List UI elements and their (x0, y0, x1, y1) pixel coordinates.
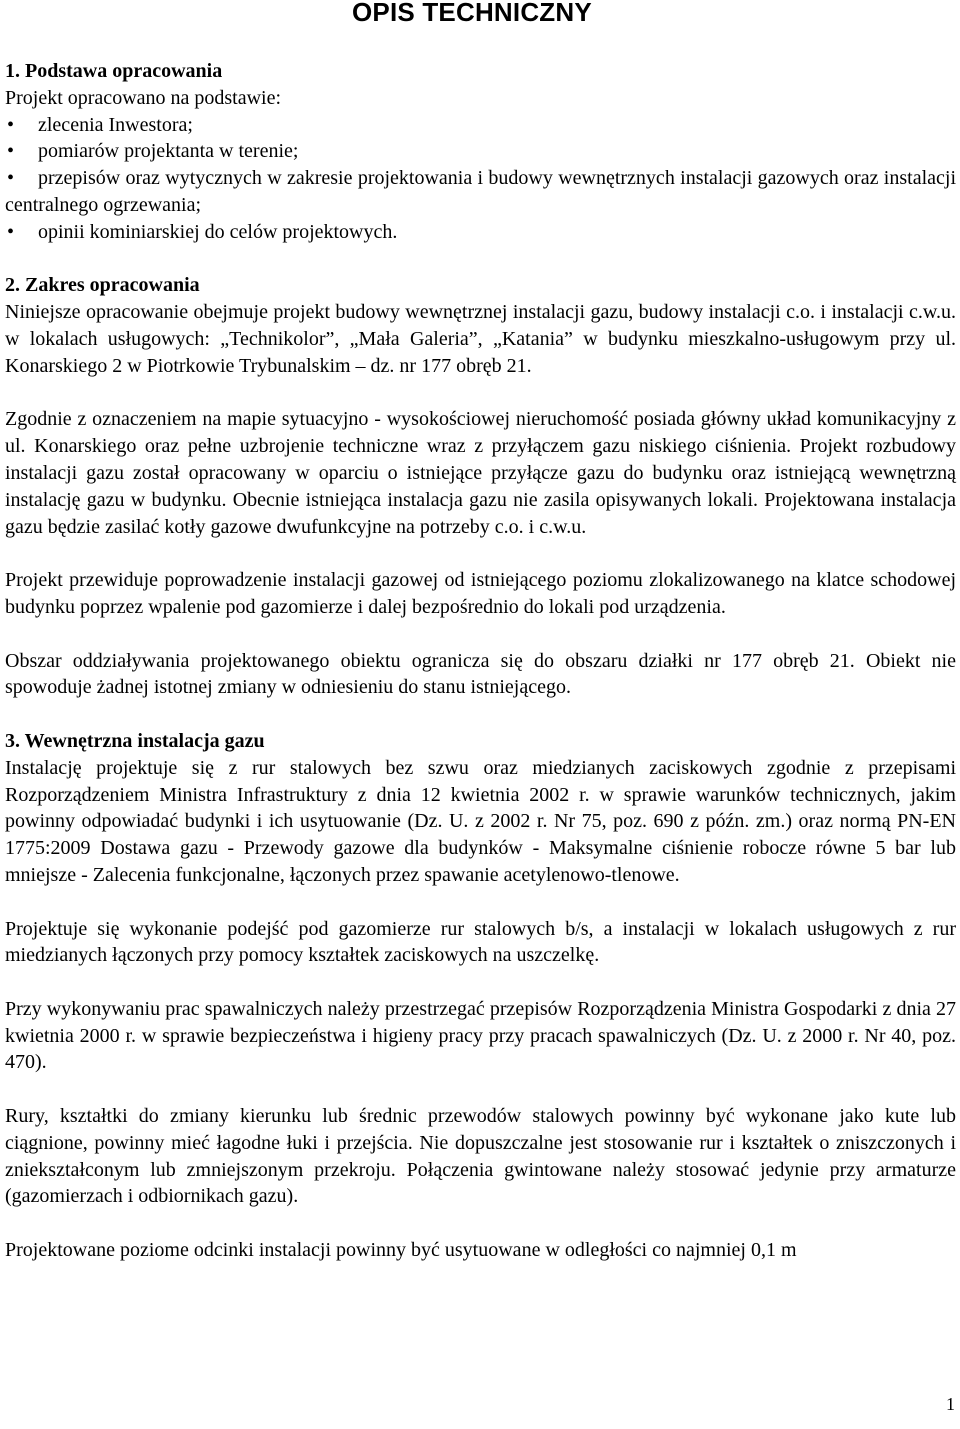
section-2-paragraph-2: Zgodnie z oznaczeniem na mapie sytuacyjno - wysokościowej nieruchomość posiada główny układ komunikacyjny z ul. Konarskiego oraz pełne uzbrojenie techniczne wraz z przyłączem gazu niskiego ciśnienia. Projekt rozbudowy instalacji gazu został opracowany w oparciu o istniejące przyłącze gazu do budynku oraz istniejącą wewnętrzną instalację gazu w budynku. Obecnie istniejąca instalacja gazu nie zasila opisywanych lokali. Projektowana instalacja gazu będzie zasilać kotły gazowe dwufunkcyjne na potrzeby c.o. i c.w.u. (5, 408, 956, 538)
list-item (5, 138, 956, 165)
bullet-icon: • (7, 220, 15, 243)
section-3-paragraph-4: Rury, kształtki do zmiany kierunku lub średnic przewodów stalowych powinny być wykonane jako kute lub ciągnione, powinny mieć łagodne łuki i przejścia. Nie dopuszczalne jest stosowanie rur i kształtek o zniszczonych i zniekształconym lub zmniejszonym przekroju. Połączenia gwintowane należy stosować jedynie przy armaturze (gazomierzach i odbiornikach gazu). (5, 1105, 956, 1208)
section-1-intro: Projekt opracowano na podstawie: (5, 86, 282, 109)
list-item-text: przepisów oraz wytycznych w zakresie projektowania i budowy wewnętrznych instalacji gazowych oraz instalacji centralnego ogrzewania; (5, 167, 956, 216)
bullet-icon: • (7, 140, 15, 163)
section-1-heading: 1. Podstawa opracowania (5, 60, 223, 82)
section-3-paragraph-5: Projektowane poziome odcinki instalacji powinny być usytuowane w odległości co najmniej 0,1 m (5, 1239, 797, 1262)
list-item-text: pomiarów projektanta w terenie; (38, 140, 299, 163)
list-item-text: zlecenia Inwestora; (38, 113, 193, 136)
document-body (5, 58, 956, 1264)
section-2-heading: 2. Zakres opracowania (5, 274, 200, 297)
section-2-paragraph-1: Niniejsze opracowanie obejmuje projekt budowy wewnętrznej instalacji gazu, budowy instalacji c.o. i instalacji c.w.u. w lokalach usługowych: „Technikolor”, „Mała Galeria”, „Katania” w budynku mieszkalno-usługowym przy ul. Konarskiego 2 w Piotrkowie Trybunalskim – dz. nr 177 obręb 21. (5, 301, 956, 377)
list-item (5, 112, 956, 139)
section-3-heading: 3. Wewnętrzna instalacja gazu (5, 729, 265, 752)
bullet-icon: • (7, 167, 15, 190)
section-3-paragraph-1: Instalację projektuje się z rur stalowych bez szwu oraz miedzianych zaciskowych zgodnie z przepisami Rozporządzeniem Ministra Infrastruktury z dnia 12 kwietnia 2002 r. w sprawie warunków technicznych, jakim powinny odpowiadać budynki i ich usytuowanie (Dz. U. z 2002 r. Nr 75, poz. 690 z późn. zm.) oraz normą PN-EN 1775:2009 Dostawa gazu - Przewody gazowe dla budynków - Maksymalne ciśnienie robocze równe 5 bar lub mniejsze - Zalecenia funkcjonalne, łączonych przez spawanie acetylenowo-tlenowe. (5, 756, 956, 886)
list-item-wrapping (5, 165, 956, 219)
section-3-paragraph-2: Projektuje się wykonanie podejść pod gazomierze rur stalowych b/s, a instalacji w lokalach usługowych z rur miedzianych łączonych przy pomocy kształtek zaciskowych na uszczelkę. (5, 917, 956, 967)
section-2-paragraph-3: Projekt przewiduje poprowadzenie instalacji gazowej od istniejącego poziomu zlokalizowanego na klatce schodowej budynku poprzez wpalenie pod gazomierze i dalej bezpośrednio do lokali pod urządzenia. (5, 569, 956, 618)
list-item (5, 219, 956, 246)
page-title: OPIS TECHNICZNY (352, 0, 592, 27)
section-2-paragraph-4: Obszar oddziaływania projektowanego obiektu ogranicza się do obszaru działki nr 177 obręb 21. Obiekt nie spowoduje żadnej istotnej zmiany w odniesieniu do stanu istniejącego. (5, 649, 956, 699)
section-3-paragraph-3: Przy wykonywaniu prac spawalniczych należy przestrzegać przepisów Rozporządzenia Ministra Gospodarki z dnia 27 kwietnia 2000 r. w sprawie bezpieczeństwa i higieny pracy przy pracach spawalniczych (Dz. U. z 2000 r. Nr 40, poz. 470). (5, 997, 956, 1074)
section-1-list (5, 112, 956, 246)
bullet-icon: • (7, 113, 15, 136)
list-item-text: opinii kominiarskiej do celów projektowych. (38, 220, 398, 243)
page-number: 1 (946, 1394, 955, 1414)
